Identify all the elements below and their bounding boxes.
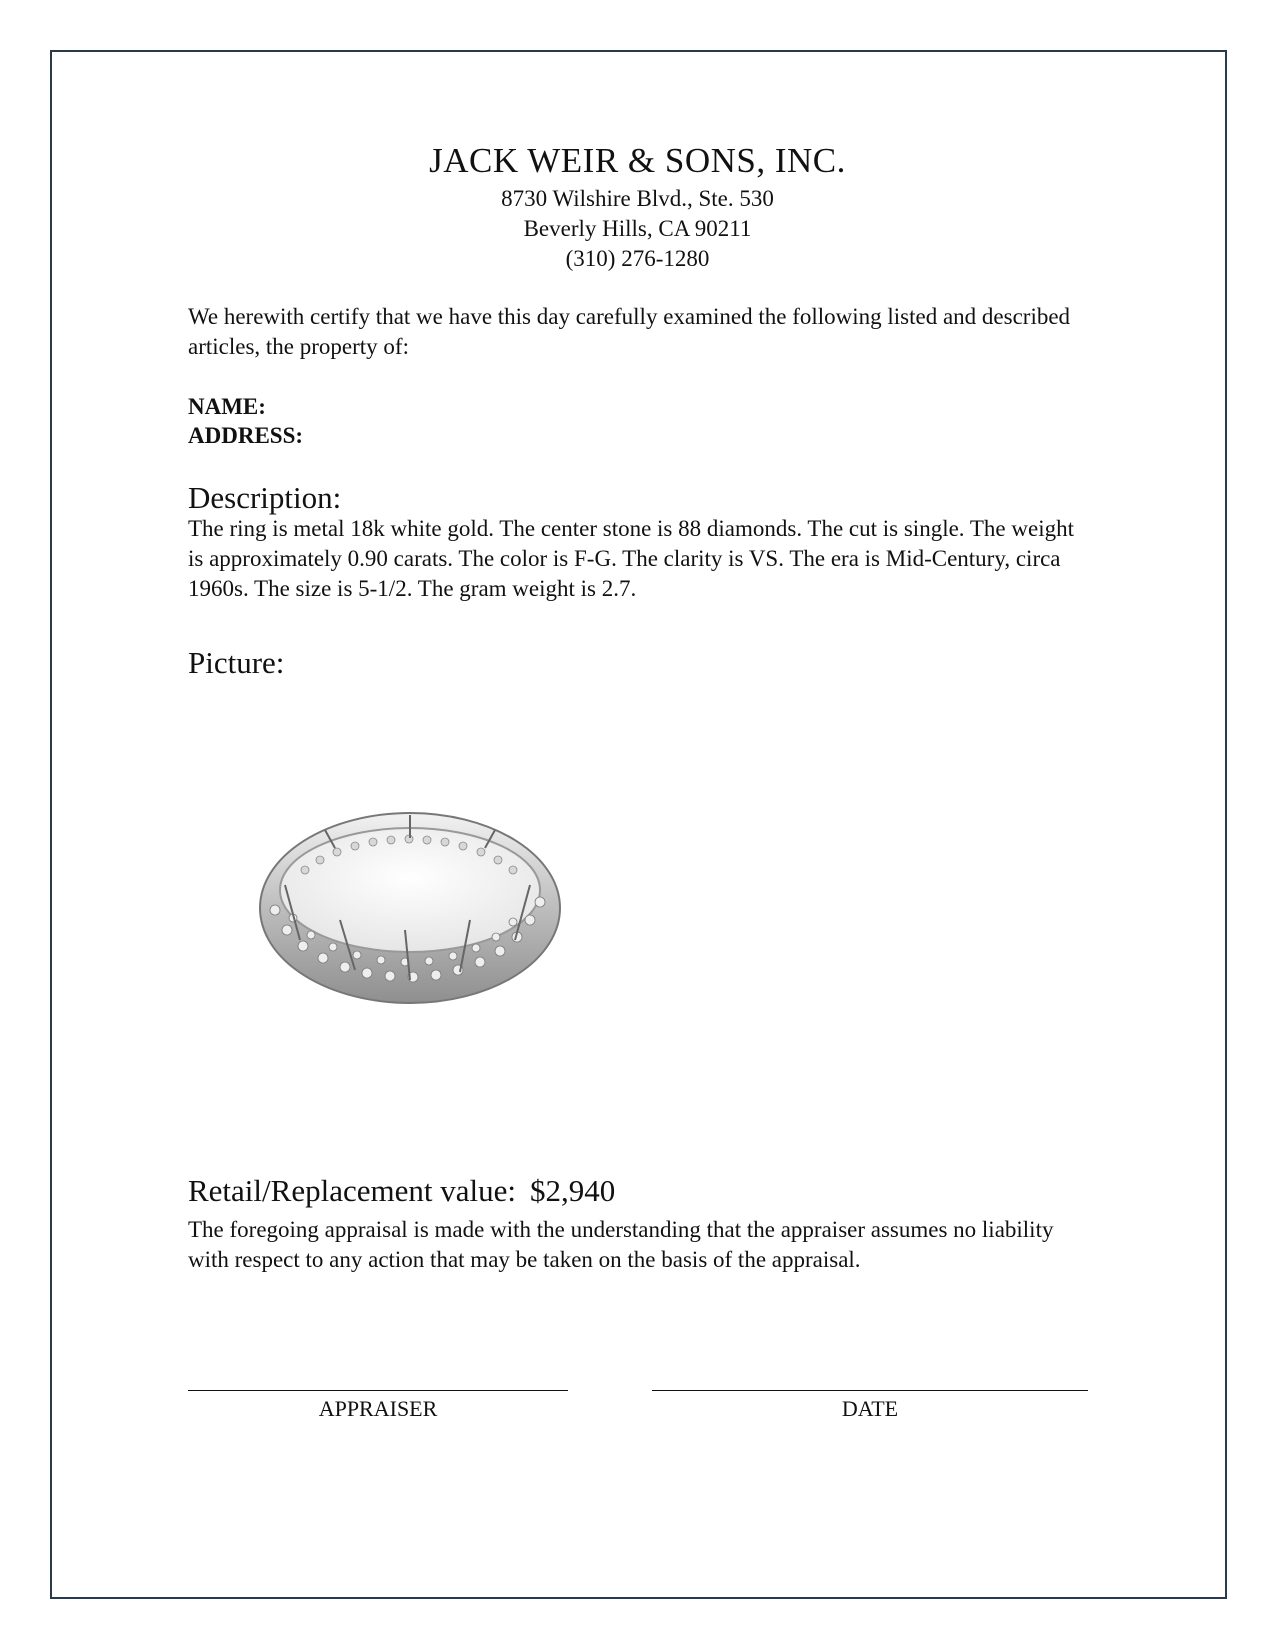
company-address-line2: Beverly Hills, CA 90211 [523,216,752,241]
address-label: ADDRESS: [188,423,304,448]
date-signature-line [652,1390,1088,1391]
company-phone: (310) 276-1280 [565,246,710,271]
value-amount: $2,940 [529,1173,616,1208]
company-address-line1: 8730 Wilshire Blvd., Ste. 530 [501,186,774,211]
name-label: NAME: [188,394,266,419]
value-label: Retail/Replacement value: [188,1173,516,1208]
date-label: DATE [841,1396,899,1421]
picture-heading: Picture: [188,645,285,680]
description-heading: Description: [188,480,342,515]
description-text: The ring is metal 18k white gold. The center stone is 88 diamonds. The cut is single. The weight is approximately 0.90 carats. The color is F-G. The clarity is VS. The era is Mid-Century, circa 1960s. The size is 5-1/2. The gram weight is 2.7. [188,516,1074,601]
appraiser-signature-line [188,1390,568,1391]
value-line [188,1173,1093,1209]
company-name: JACK WEIR & SONS, INC. [429,141,846,180]
ring-image [245,790,575,1020]
document-frame [50,50,1227,1599]
appraiser-label: APPRAISER [318,1396,438,1421]
disclaimer-text: The foregoing appraisal is made with the understanding that the appraiser assumes no liability with respect to any action that may be taken on the basis of the appraisal. [188,1217,1054,1272]
certification-text: We herewith certify that we have this day carefully examined the following listed and described articles, the property of: [188,304,1071,359]
